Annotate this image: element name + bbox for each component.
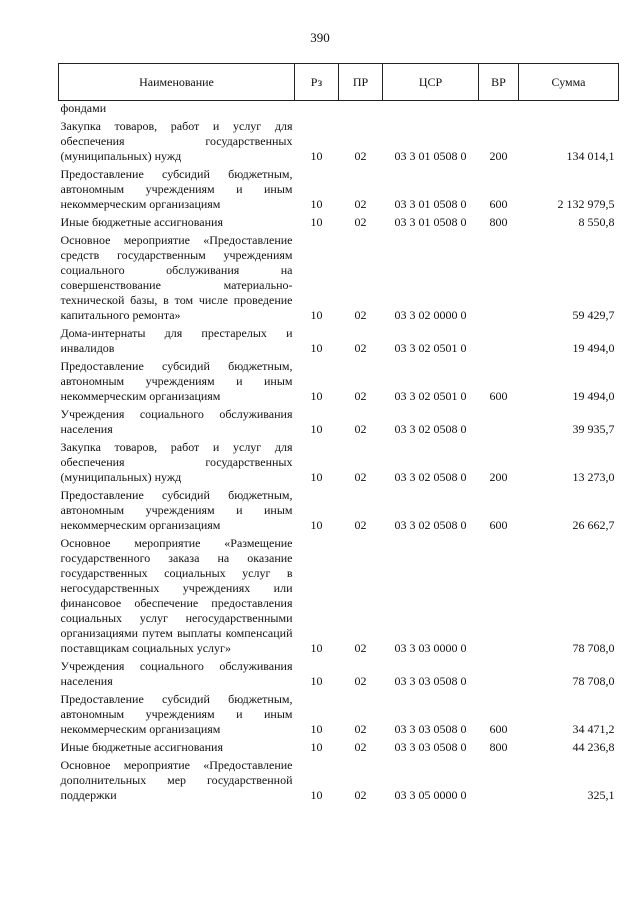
row-csr: 03 3 02 0501 0	[394, 389, 467, 403]
row-vr: 600	[489, 389, 508, 403]
row-vr: 200	[489, 149, 508, 163]
row-vr: 200	[489, 470, 508, 484]
row-name: Учреждения социального обслуживания населения	[60, 407, 293, 436]
row-pr: 02	[354, 341, 367, 355]
row-csr: 03 3 03 0508 0	[394, 674, 467, 688]
row-vr	[479, 757, 519, 805]
row-rz: 10	[310, 740, 323, 754]
table-row	[59, 739, 619, 757]
row-rz: 10	[310, 149, 323, 163]
header-pr: ПР	[339, 64, 383, 101]
row-sum: 2 132 979,5	[557, 197, 615, 211]
table-body	[59, 101, 619, 806]
row-pr: 02	[354, 308, 367, 322]
row-csr: 03 3 01 0508 0	[394, 215, 467, 229]
row-vr: 800	[489, 215, 508, 229]
row-pr: 02	[354, 470, 367, 484]
header-rz: Рз	[295, 64, 339, 101]
row-pr: 02	[354, 149, 367, 163]
row-rz: 10	[310, 470, 323, 484]
row-rz: 10	[310, 308, 323, 322]
row-rz	[295, 101, 339, 119]
budget-table	[58, 63, 619, 805]
row-name: Предоставление субсидий бюджетным, автономным учреждениям и иным некоммерческим организациям	[60, 359, 293, 403]
row-csr: 03 3 02 0508 0	[394, 422, 467, 436]
row-name: Иные бюджетные ассигнования	[60, 215, 223, 229]
row-csr: 03 3 03 0508 0	[394, 722, 467, 736]
row-sum: 44 236,8	[572, 740, 615, 754]
row-sum: 325,1	[587, 788, 615, 802]
row-vr: 600	[489, 722, 508, 736]
table-row	[59, 101, 619, 119]
row-pr: 02	[354, 674, 367, 688]
row-name: Закупка товаров, работ и услуг для обеспечения государственных (муниципальных) нужд	[60, 119, 293, 163]
row-sum: 134 014,1	[566, 149, 615, 163]
row-csr: 03 3 01 0508 0	[394, 197, 467, 211]
row-csr: 03 3 02 0000 0	[394, 308, 467, 322]
row-pr: 02	[354, 197, 367, 211]
row-rz: 10	[310, 641, 323, 655]
row-csr: 03 3 03 0000 0	[394, 641, 467, 655]
row-pr	[339, 101, 383, 119]
row-sum: 78 708,0	[572, 674, 615, 688]
row-pr: 02	[354, 722, 367, 736]
row-pr: 02	[354, 215, 367, 229]
row-csr	[383, 101, 479, 119]
table-row	[59, 232, 619, 325]
row-sum: 8 550,8	[578, 215, 615, 229]
row-sum: 19 494,0	[572, 389, 615, 403]
table-row	[59, 406, 619, 439]
row-name: Основное мероприятие «Предоставление средств государственным учреждениям социального обслуживания на совершенствование материально-технической базы, в том числе проведение капитального ремонта»	[60, 233, 293, 322]
row-sum: 34 471,2	[572, 722, 615, 736]
row-rz: 10	[310, 215, 323, 229]
row-vr	[479, 101, 519, 119]
row-csr: 03 3 03 0508 0	[394, 740, 467, 754]
row-sum: 78 708,0	[572, 641, 615, 655]
header-csr: ЦСР	[383, 64, 479, 101]
row-vr: 600	[489, 518, 508, 532]
row-name: Иные бюджетные ассигнования	[60, 740, 223, 754]
row-vr: 600	[489, 197, 508, 211]
row-rz: 10	[310, 389, 323, 403]
table-row	[59, 214, 619, 232]
row-rz: 10	[310, 674, 323, 688]
row-name: Предоставление субсидий бюджетным, автономным учреждениям и иным некоммерческим организациям	[60, 692, 293, 736]
header-name: Наименование	[59, 64, 295, 101]
table-row	[59, 358, 619, 406]
page-number: 390	[310, 30, 330, 45]
table-row	[59, 691, 619, 739]
row-sum: 59 429,7	[572, 308, 615, 322]
row-rz: 10	[310, 788, 323, 802]
row-csr: 03 3 05 0000 0	[394, 788, 467, 802]
table-row	[59, 658, 619, 691]
row-sum: 13 273,0	[572, 470, 615, 484]
row-rz: 10	[310, 722, 323, 736]
row-rz: 10	[310, 341, 323, 355]
row-name: Основное мероприятие «Размещение государственного заказа на оказание государственных социальных услуг в негосударственных учреждениях или финансовое обеспечение предоставления социальных услуг негосударственными организациями путем выплаты компенсаций поставщикам социальных услуг»	[60, 536, 293, 655]
row-name: Основное мероприятие «Предоставление дополнительных мер государственной поддержки	[60, 758, 293, 802]
row-pr: 02	[354, 422, 367, 436]
table-row	[59, 325, 619, 358]
row-csr: 03 3 02 0501 0	[394, 341, 467, 355]
row-pr: 02	[354, 518, 367, 532]
row-name: фондами	[60, 101, 107, 115]
header-vr: ВР	[479, 64, 519, 101]
row-pr: 02	[354, 641, 367, 655]
header-sum: Сумма	[519, 64, 619, 101]
row-rz: 10	[310, 518, 323, 532]
row-csr: 03 3 02 0508 0	[394, 518, 467, 532]
row-pr: 02	[354, 740, 367, 754]
row-sum: 26 662,7	[572, 518, 615, 532]
row-csr: 03 3 01 0508 0	[394, 149, 467, 163]
table-row	[59, 439, 619, 487]
row-sum: 19 494,0	[572, 341, 615, 355]
row-sum: 39 935,7	[572, 422, 615, 436]
row-name: Учреждения социального обслуживания населения	[60, 659, 293, 688]
row-vr: 800	[489, 740, 508, 754]
row-vr	[479, 406, 519, 439]
table-header	[59, 64, 619, 101]
row-name: Предоставление субсидий бюджетным, автономным учреждениям и иным некоммерческим организациям	[60, 488, 293, 532]
table-row	[59, 118, 619, 166]
table-row	[59, 487, 619, 535]
table-row	[59, 166, 619, 214]
table-row	[59, 757, 619, 805]
row-name: Закупка товаров, работ и услуг для обеспечения государственных (муниципальных) нужд	[60, 440, 293, 484]
row-pr: 02	[354, 389, 367, 403]
row-pr: 02	[354, 788, 367, 802]
row-vr	[479, 325, 519, 358]
row-name: Дома-интернаты для престарелых и инвалидов	[60, 326, 293, 355]
row-rz: 10	[310, 422, 323, 436]
row-name: Предоставление субсидий бюджетным, автономным учреждениям и иным некоммерческим организациям	[60, 167, 293, 211]
row-vr	[479, 658, 519, 691]
row-csr: 03 3 02 0508 0	[394, 470, 467, 484]
table-row	[59, 535, 619, 658]
row-rz: 10	[310, 197, 323, 211]
row-sum	[519, 101, 619, 119]
row-vr	[479, 535, 519, 658]
row-vr	[479, 232, 519, 325]
